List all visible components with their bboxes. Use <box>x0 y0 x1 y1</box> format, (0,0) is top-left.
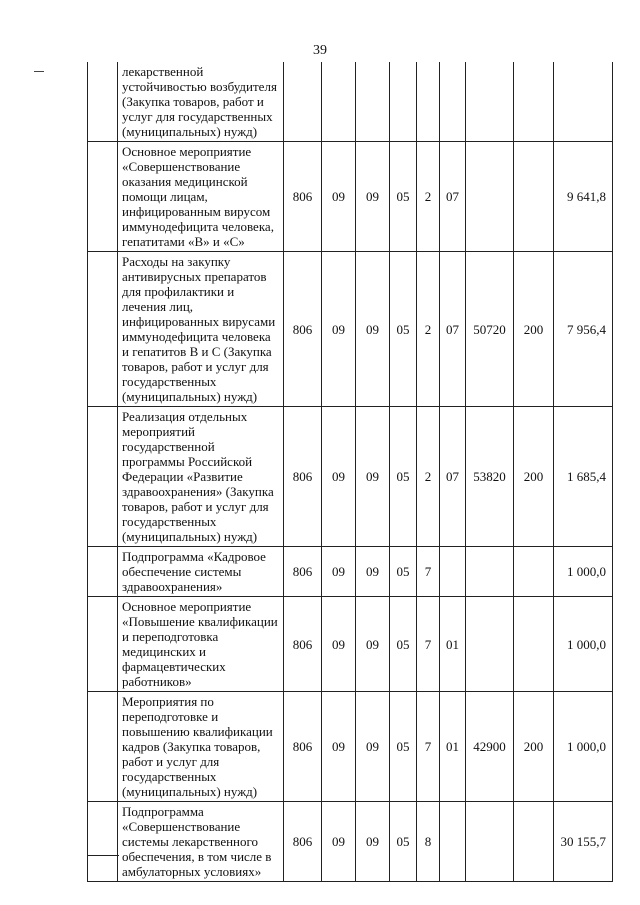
cell-name: Основное мероприятие «Повышение квалификации и переподготовка медицинских и фармацевтических работников» <box>118 597 284 692</box>
cell-expense-type <box>514 802 554 882</box>
cell-sum: 1 685,4 <box>554 407 613 547</box>
cell-subsection-code: 09 <box>356 142 390 252</box>
cell-program-code: 05 <box>390 802 417 882</box>
cell-ministry-code: 806 <box>284 692 322 802</box>
cell-event-code: 01 <box>440 597 466 692</box>
cell-ministry-code: 806 <box>284 802 322 882</box>
cell-section-code: 09 <box>322 692 356 802</box>
cell-subprogram-code: 8 <box>417 802 440 882</box>
cell-ministry-code: 806 <box>284 142 322 252</box>
cell-blank <box>88 692 118 802</box>
cell-subsection-code: 09 <box>356 407 390 547</box>
cell-subprogram-code: 7 <box>417 692 440 802</box>
cell-section-code: 09 <box>322 597 356 692</box>
cell-program-code: 05 <box>390 252 417 407</box>
cell-expense-type: 200 <box>514 252 554 407</box>
cell-program-code: 05 <box>390 142 417 252</box>
cell-direction-code: 42900 <box>466 692 514 802</box>
cell-sum: 9 641,8 <box>554 142 613 252</box>
cell-sum: 1 000,0 <box>554 692 613 802</box>
cell-sum <box>554 62 613 142</box>
cell-name: лекарственной устойчивостью возбудителя (Закупка товаров, работ и услуг для государственных (муниципальных) нужд) <box>118 62 284 142</box>
cell-event-code: 07 <box>440 252 466 407</box>
cell-event-code <box>440 62 466 142</box>
cell-subprogram-code <box>417 62 440 142</box>
cell-event-code <box>440 802 466 882</box>
cell-subsection-code <box>356 62 390 142</box>
cell-name: Расходы на закупку антивирусных препаратов для профилактики и лечения лиц, инфицированных вирусами иммунодефицита человека и гепатитов В и С (Закупка товаров, работ и услуг для государственных (муниципальных) нужд) <box>118 252 284 407</box>
cell-direction-code <box>466 802 514 882</box>
table-row <box>88 692 613 802</box>
cell-program-code: 05 <box>390 692 417 802</box>
table-row <box>88 407 613 547</box>
cell-blank <box>88 142 118 252</box>
cell-sum: 1 000,0 <box>554 597 613 692</box>
cell-expense-type <box>514 62 554 142</box>
cell-subsection-code: 09 <box>356 802 390 882</box>
cell-blank <box>88 407 118 547</box>
cell-section-code: 09 <box>322 802 356 882</box>
cell-blank <box>88 62 118 142</box>
cell-blank <box>88 597 118 692</box>
cell-ministry-code: 806 <box>284 252 322 407</box>
cell-subprogram-code: 7 <box>417 547 440 597</box>
cell-section-code: 09 <box>322 142 356 252</box>
cell-program-code: 05 <box>390 597 417 692</box>
margin-mark <box>34 71 44 72</box>
cell-direction-code: 50720 <box>466 252 514 407</box>
budget-table <box>87 62 613 882</box>
cell-direction-code <box>466 142 514 252</box>
cell-program-code: 05 <box>390 407 417 547</box>
cell-direction-code <box>466 62 514 142</box>
cell-event-code <box>440 547 466 597</box>
cell-subsection-code: 09 <box>356 252 390 407</box>
table-row <box>88 597 613 692</box>
table-row <box>88 252 613 407</box>
cell-ministry-code: 806 <box>284 597 322 692</box>
cell-direction-code: 53820 <box>466 407 514 547</box>
cell-program-code: 05 <box>390 547 417 597</box>
table-row <box>88 547 613 597</box>
cell-direction-code <box>466 597 514 692</box>
cell-subsection-code: 09 <box>356 597 390 692</box>
cell-subprogram-code: 2 <box>417 407 440 547</box>
cell-section-code: 09 <box>322 407 356 547</box>
cell-subprogram-code: 7 <box>417 597 440 692</box>
table-row <box>88 142 613 252</box>
cell-sum: 30 155,7 <box>554 802 613 882</box>
cell-name: Реализация отдельных мероприятий государственной программы Российской Федерации «Развитие здравоохранения» (Закупка товаров, работ и услуг для государственных (муниципальных) нужд) <box>118 407 284 547</box>
cell-section-code <box>322 62 356 142</box>
cell-section-code: 09 <box>322 252 356 407</box>
page-number: 39 <box>313 43 327 58</box>
cell-ministry-code <box>284 62 322 142</box>
cell-program-code <box>390 62 417 142</box>
cell-name: Подпрограмма «Кадровое обеспечение системы здравоохранения» <box>118 547 284 597</box>
cell-expense-type <box>514 142 554 252</box>
cell-blank <box>88 802 118 882</box>
table-row <box>88 62 613 142</box>
cell-name: Мероприятия по переподготовке и повышению квалификации кадров (Закупка товаров, работ и услуг для государственных (муниципальных) нужд) <box>118 692 284 802</box>
cell-blank <box>88 252 118 407</box>
cell-direction-code <box>466 547 514 597</box>
cell-name: Подпрограмма «Совершенствование системы лекарственного обеспечения, в том числе в амбулаторных условиях» <box>118 802 284 882</box>
cell-expense-type: 200 <box>514 692 554 802</box>
cell-ministry-code: 806 <box>284 547 322 597</box>
cell-expense-type: 200 <box>514 407 554 547</box>
table-row <box>88 802 613 882</box>
cell-subsection-code: 09 <box>356 692 390 802</box>
cell-blank <box>88 547 118 597</box>
cell-sum: 7 956,4 <box>554 252 613 407</box>
cell-sum: 1 000,0 <box>554 547 613 597</box>
cell-ministry-code: 806 <box>284 407 322 547</box>
cell-subprogram-code: 2 <box>417 252 440 407</box>
cell-section-code: 09 <box>322 547 356 597</box>
cell-subsection-code: 09 <box>356 547 390 597</box>
cell-event-code: 01 <box>440 692 466 802</box>
cell-name: Основное мероприятие «Совершенствование оказания медицинской помощи лицам, инфицированным вирусом иммунодефицита человека, гепатитами «В» и «С» <box>118 142 284 252</box>
cell-expense-type <box>514 597 554 692</box>
cell-subprogram-code: 2 <box>417 142 440 252</box>
bottom-rule <box>87 855 119 856</box>
cell-event-code: 07 <box>440 142 466 252</box>
cell-expense-type <box>514 547 554 597</box>
cell-event-code: 07 <box>440 407 466 547</box>
